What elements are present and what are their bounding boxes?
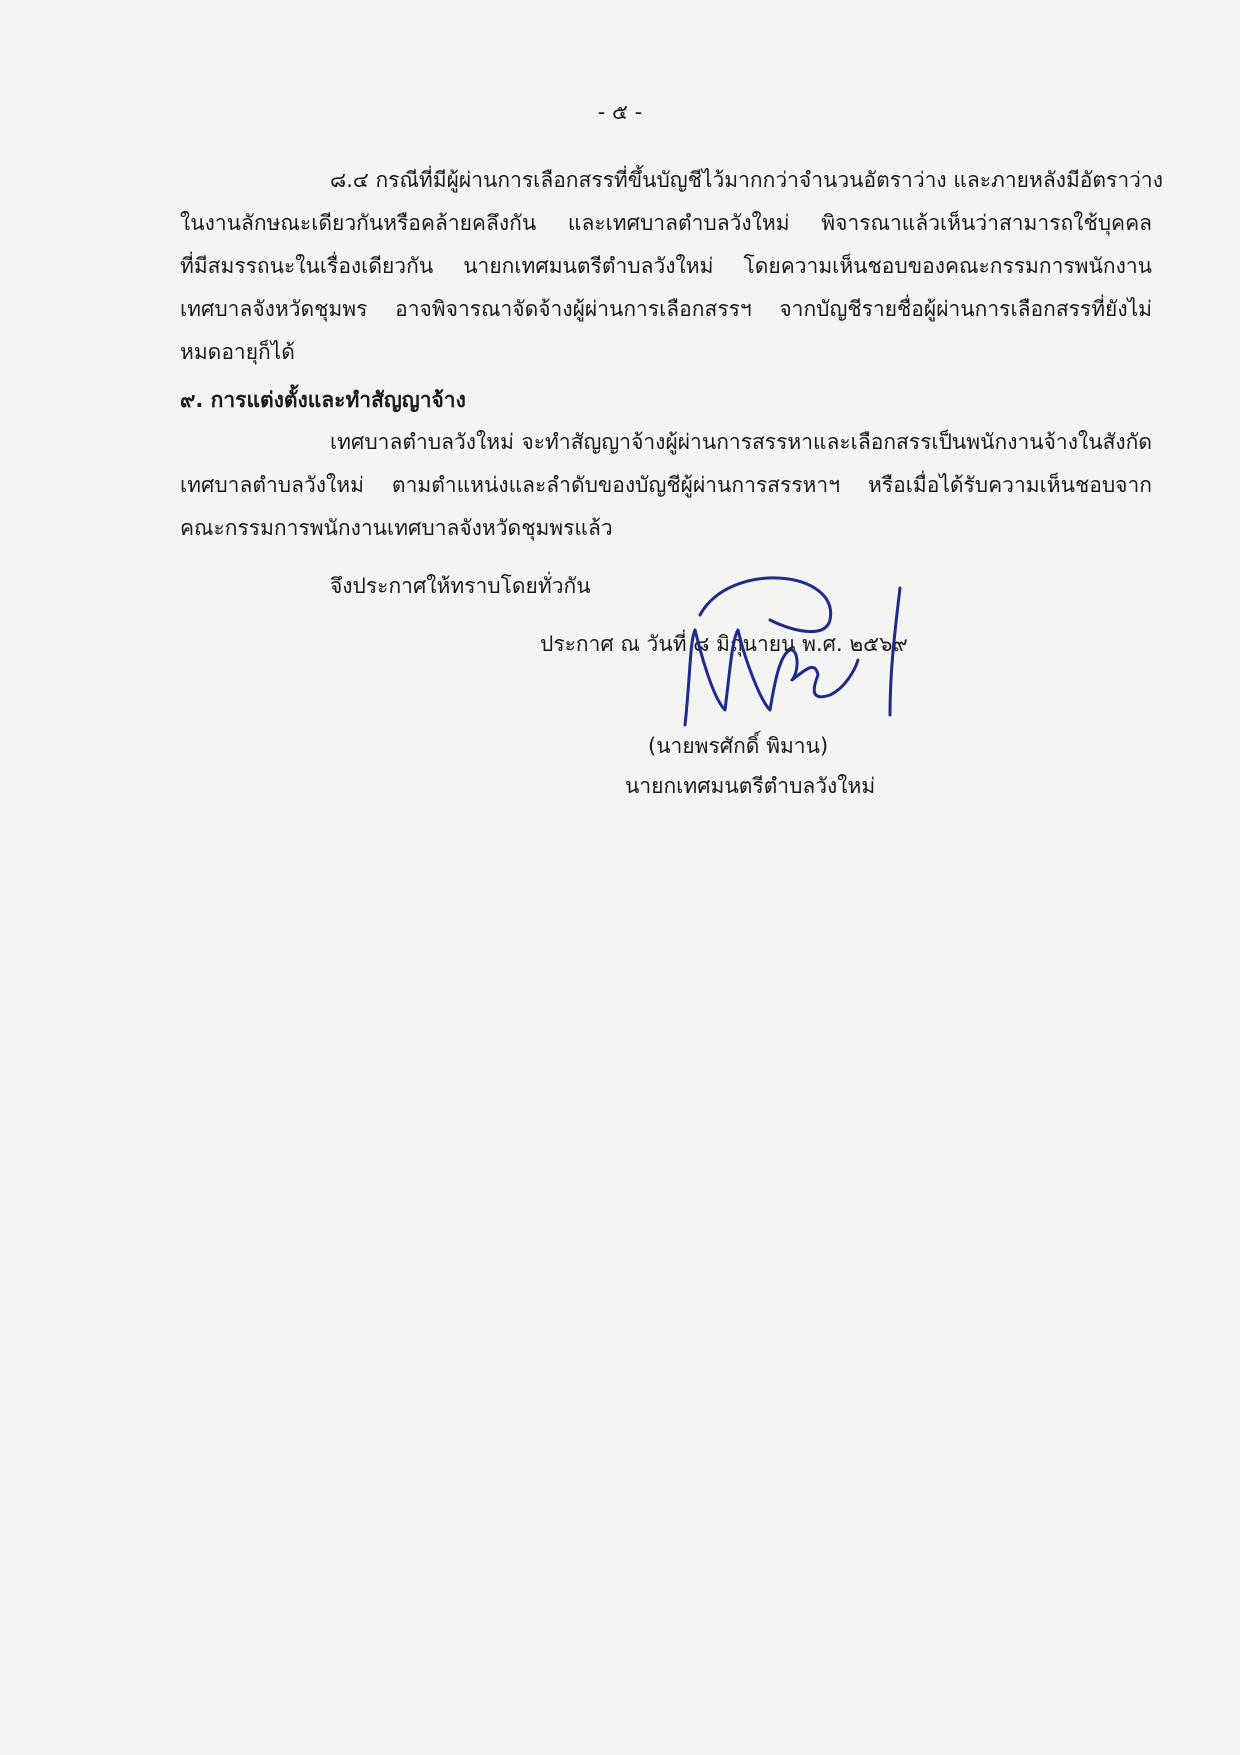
signatory-name: (นายพรศักดิ์ พิมาน): [648, 734, 829, 758]
section-9-line-2: เทศบาลตำบลวังใหม่ ตามตำแหน่งและลำดับของบัญชีผู้ผ่านการสรรหาฯ หรือเมื่อได้รับความเห็นชอบจาก: [180, 473, 1152, 497]
clause-8-4-line-2: ในงานลักษณะเดียวกันหรือคล้ายคลึงกัน และเทศบาลตำบลวังใหม่ พิจารณาแล้วเห็นว่าสามารถใช้บุคคล: [180, 211, 1152, 235]
clause-8-4-line-1: ๘.๔ กรณีที่มีผู้ผ่านการเลือกสรรที่ขึ้นบัญชีไว้มากกว่าจำนวนอัตราว่าง และภายหลังมีอัตราว่าง: [330, 168, 1163, 192]
announcement-date: ประกาศ ณ วันที่ ๘ มิถุนายน พ.ศ. ๒๕๖๙: [540, 632, 908, 656]
section-9-line-3: คณะกรรมการพนักงานเทศบาลจังหวัดชุมพรแล้ว: [180, 516, 613, 540]
section-9-heading: ๙. การแต่งตั้งและทำสัญญาจ้าง: [180, 388, 466, 412]
clause-8-4-line-5: หมดอายุก็ได้: [180, 340, 295, 364]
signatory-position: นายกเทศมนตรีตำบลวังใหม่: [625, 774, 876, 798]
handwritten-signature: [640, 560, 920, 750]
section-9-line-1: เทศบาลตำบลวังใหม่ จะทำสัญญาจ้างผู้ผ่านการสรรหาและเลือกสรรเป็นพนักงานจ้างในสังกัด: [330, 430, 1152, 454]
clause-8-4-line-4: เทศบาลจังหวัดชุมพร อาจพิจารณาจัดจ้างผู้ผ่านการเลือกสรรฯ จากบัญชีรายชื่อผู้ผ่านการเลือกสรรที่ยังไม่: [180, 297, 1152, 321]
page-number: - ๕ -: [597, 100, 643, 124]
clause-8-4-line-3: ที่มีสมรรถนะในเรื่องเดียวกัน นายกเทศมนตรีตำบลวังใหม่ โดยความเห็นชอบของคณะกรรมการพนักงาน: [180, 254, 1152, 278]
closing-statement: จึงประกาศให้ทราบโดยทั่วกัน: [330, 574, 591, 598]
